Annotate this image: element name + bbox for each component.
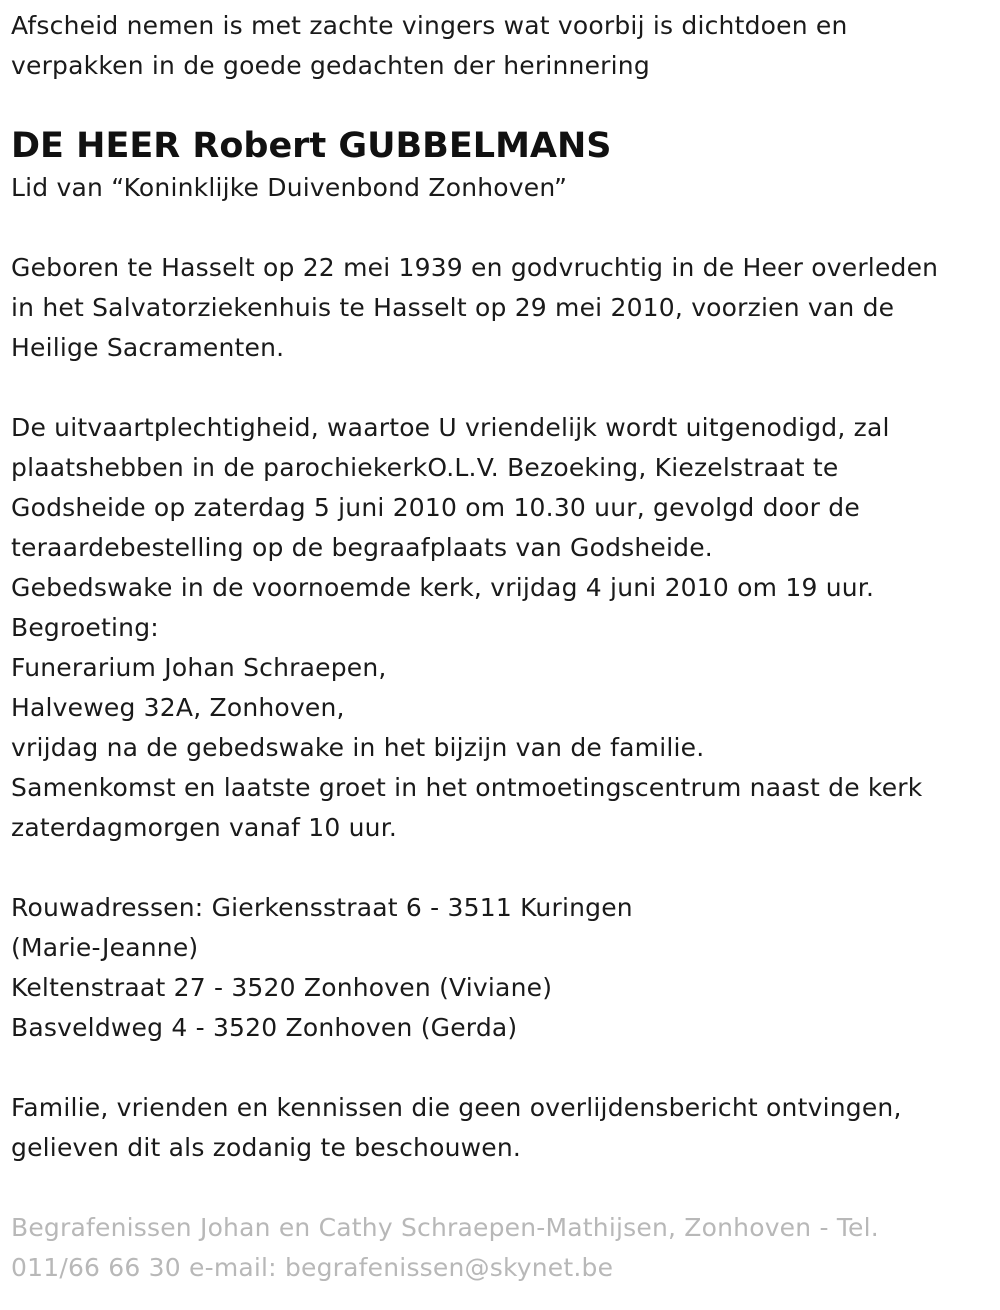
- spacer: [11, 1168, 986, 1208]
- funeral-line: Begroeting:: [11, 613, 159, 642]
- motto-line: Afscheid nemen is met zachte vingers wat voorbij is dichtdoen en: [11, 11, 848, 40]
- funeral-line: Funerarium Johan Schraepen,: [11, 653, 387, 682]
- spacer: [11, 848, 986, 888]
- funeral-line: zaterdagmorgen vanaf 10 uur.: [11, 813, 398, 842]
- address-line: (Marie-Jeanne): [11, 933, 199, 962]
- motto-line: verpakken in de goede gedachten der herinnering: [11, 51, 650, 80]
- birth-death-line: in het Salvatorziekenhuis te Hasselt op 29 mei 2010, voorzien van de: [11, 293, 895, 322]
- closing-line: Familie, vrienden en kennissen die geen overlijdensbericht ontvingen,: [11, 1093, 902, 1122]
- funeral-line: Godsheide op zaterdag 5 juni 2010 om 10.30 uur, gevolgd door de: [11, 493, 860, 522]
- spacer: [11, 368, 986, 408]
- funeral-line: plaatshebben in de parochiekerkO.L.V. Bezoeking, Kiezelstraat te: [11, 453, 839, 482]
- deceased-name: DE HEER Robert GUBBELMANS: [11, 126, 612, 166]
- membership-line: Lid van “Koninklijke Duivenbond Zonhoven”: [11, 173, 568, 202]
- footer-line: 011/66 66 30 e-mail: begrafenissen@skynet.be: [11, 1253, 614, 1282]
- closing-block: [11, 1088, 986, 1168]
- funeral-block: [11, 408, 986, 848]
- spacer: [11, 208, 986, 248]
- address-line: Rouwadressen: Gierkensstraat 6 - 3511 Kuringen: [11, 893, 633, 922]
- funeral-line: vrijdag na de gebedswake in het bijzijn van de familie.: [11, 733, 705, 762]
- footer-line: Begrafenissen Johan en Cathy Schraepen-Mathijsen, Zonhoven - Tel.: [11, 1213, 879, 1242]
- addresses-block: [11, 888, 986, 1048]
- birth-death-line: Heilige Sacramenten.: [11, 333, 285, 362]
- funeral-line: De uitvaartplechtigheid, waartoe U vriendelijk wordt uitgenodigd, zal: [11, 413, 890, 442]
- motto-block: [11, 6, 986, 86]
- closing-line: gelieven dit als zodanig te beschouwen.: [11, 1133, 522, 1162]
- birth-death-block: [11, 248, 986, 368]
- funeral-line: Halveweg 32A, Zonhoven,: [11, 693, 345, 722]
- birth-death-line: Geboren te Hasselt op 22 mei 1939 en godvruchtig in de Heer overleden: [11, 253, 939, 282]
- funeral-line: Gebedswake in de voornoemde kerk, vrijdag 4 juni 2010 om 19 uur.: [11, 573, 875, 602]
- funeral-line: Samenkomst en laatste groet in het ontmoetingscentrum naast de kerk: [11, 773, 923, 802]
- spacer: [11, 1048, 986, 1088]
- funeral-line: teraardebestelling op de begraafplaats van Godsheide.: [11, 533, 713, 562]
- address-line: Basveldweg 4 - 3520 Zonhoven (Gerda): [11, 1013, 518, 1042]
- address-line: Keltenstraat 27 - 3520 Zonhoven (Viviane): [11, 973, 553, 1002]
- undertaker-footer: [11, 1208, 986, 1288]
